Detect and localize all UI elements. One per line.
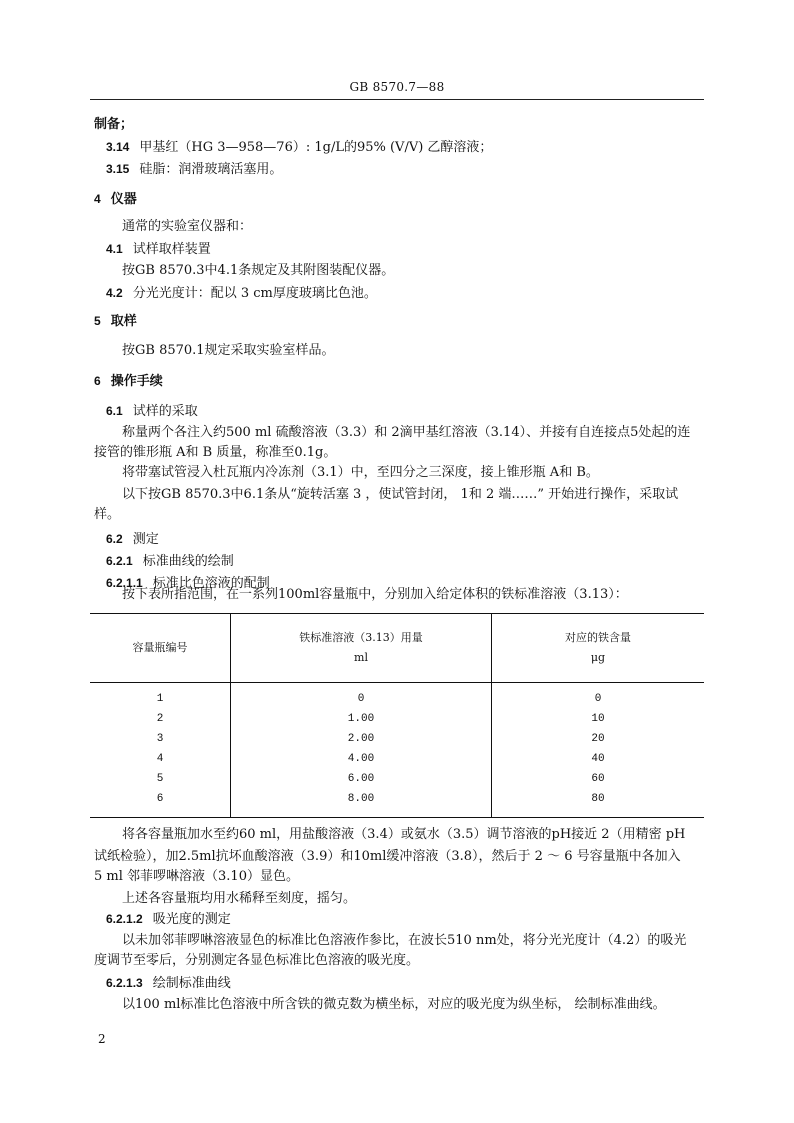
- item-text: 硅脂：润滑玻璃活塞用。: [139, 162, 283, 177]
- item-title: 吸光度的测定: [152, 912, 231, 927]
- column-header-flask-number: 容量瓶编号: [90, 614, 231, 683]
- paragraph-after-table-line-1: 将各容量瓶加水至约60 ml，用盐酸溶液（3.4）或氨水（3.5）调节溶液的pH接近 2（用精密 pH: [122, 827, 686, 842]
- paragraph-6-1-line-1: 称量两个各注入约500 ml 硫酸溶液（3.3）和 2滴甲基红溶液（3.14）、并接有自连接点5处起的连: [122, 425, 691, 440]
- item-title: 绘制标准曲线: [152, 976, 231, 991]
- section-title: 仪器: [110, 192, 137, 207]
- item-number: 3.14: [106, 140, 130, 154]
- header-rule: [90, 99, 704, 100]
- cell-iron-content: 60: [492, 769, 705, 789]
- table-row: [90, 769, 704, 789]
- table-row: [90, 749, 704, 769]
- section-5-text: 按GB 8570.1规定采取实验室样品。: [122, 343, 335, 358]
- paragraph-6-1-line-3: 将带塞试管浸入杜瓦瓶内冷冻剂（3.1）中，至四分之三深度，接上锥形瓶 A和 B。: [122, 465, 599, 480]
- cell-iron-content: 10: [492, 709, 705, 729]
- paragraph-6-1-line-5: 样。: [94, 507, 121, 522]
- section-number: 5: [94, 314, 101, 328]
- item-number: 6.2.1: [106, 554, 133, 568]
- item-4-1: [106, 240, 211, 259]
- cell-volume: 6.00: [231, 769, 492, 789]
- section-5-heading: [94, 312, 137, 331]
- cell-iron-content: 20: [492, 729, 705, 749]
- item-text: 分光光度计：配以 3 cm厚度玻璃比色池。: [132, 286, 377, 301]
- cell-flask-number: 1: [156, 693, 164, 705]
- item-6-2: [106, 530, 159, 549]
- item-4-1-text: 按GB 8570.3中4.1条规定及其附图装配仪器。: [122, 263, 395, 278]
- cell-volume: 4.00: [231, 749, 492, 769]
- item-title: 标准曲线的绘制: [142, 554, 234, 569]
- item-title: 试样的采取: [132, 404, 198, 419]
- paragraph-after-table-line-2: 试纸检验），加2.5ml抗坏血酸溶液（3.9）和10ml缓冲溶液（3.8），然后于 2 ～ 6 号容量瓶中各加入: [94, 849, 681, 864]
- section-6-heading: [94, 372, 163, 391]
- item-number: 6.2: [106, 532, 123, 546]
- item-number: 4.1: [106, 242, 123, 256]
- table-row: [90, 729, 704, 749]
- column-header-iron-content: 对应的铁含量 μg: [492, 614, 705, 683]
- section-title: 操作手续: [110, 374, 163, 389]
- paragraph-after-table-line-3: 5 ml 邻菲啰啉溶液（3.10）显色。: [94, 869, 299, 884]
- cell-volume: 2.00: [231, 729, 492, 749]
- cell-flask-number: 3: [156, 733, 164, 745]
- item-3-14: [106, 138, 492, 157]
- page-number: 2: [98, 1032, 106, 1046]
- item-number: 6.2.1.1: [106, 576, 143, 590]
- cell-iron-content: 80: [492, 789, 705, 818]
- cell-flask-number: 5: [156, 773, 164, 785]
- item-number: 4.2: [106, 286, 123, 300]
- item-number: 6.2.1.3: [106, 976, 143, 990]
- item-title: 试样取样装置: [132, 242, 211, 257]
- item-6-2-1-3: [106, 974, 231, 993]
- page-header: GB 8570.7—88: [349, 80, 445, 94]
- item-title: 标准比色溶液的配制: [152, 576, 270, 591]
- section-title: 取样: [110, 314, 137, 329]
- item-number: 6.2.1.2: [106, 912, 143, 926]
- table-row: [90, 709, 704, 729]
- item-6-2-1: [106, 552, 234, 571]
- cell-volume: 0: [231, 683, 492, 710]
- cell-flask-number: 4: [156, 753, 164, 765]
- paragraph-absorbance-line-1: 以未加邻菲啰啉溶液显色的标准比色溶液作参比，在波长510 nm处，将分光光度计（4.2）的吸光: [122, 933, 687, 948]
- cell-volume: 8.00: [231, 789, 492, 818]
- table-header-row: [90, 614, 704, 683]
- cell-iron-content: 0: [492, 683, 705, 710]
- paragraph-6-1-line-4: 以下按GB 8570.3中6.1条从“旋转活塞 3 ，使试管封闭， 1和 2 端……” 开始进行操作，采取试: [122, 487, 679, 502]
- item-number: 3.15: [106, 162, 130, 176]
- item-title: 测定: [132, 532, 159, 547]
- section-number: 6: [94, 374, 101, 388]
- paragraph-absorbance-line-2: 度调节至零后，分别测定各显色标准比色溶液的吸光度。: [94, 953, 420, 968]
- paragraph-after-table-line-4: 上述各容量瓶均用水稀释至刻度，摇匀。: [122, 891, 357, 906]
- table-intro: 按下表所指范围，在一系列100ml容量瓶中，分别加入给定体积的铁标准溶液（3.13）：: [122, 587, 628, 602]
- paragraph-curve: 以100 ml标准比色溶液中所含铁的微克数为横坐标，对应的吸光度为纵坐标， 绘制标准曲线。: [122, 997, 666, 1012]
- table-row: [90, 789, 704, 818]
- table-row: [90, 683, 704, 710]
- section-4-heading: [94, 190, 137, 209]
- item-number: 6.1: [106, 404, 123, 418]
- cell-flask-number: 6: [90, 789, 231, 818]
- paragraph-6-1-line-2: 接管的锥形瓶 A和 B 质量，称准至0.1g。: [94, 445, 337, 460]
- column-header-volume: 铁标准溶液（3.13）用量 ml: [231, 614, 492, 683]
- section-4-intro: 通常的实验室仪器和：: [122, 219, 253, 234]
- cell-flask-number: 2: [156, 713, 164, 725]
- item-6-1: [106, 402, 198, 421]
- cell-iron-content: 40: [492, 749, 705, 769]
- iron-standard-table: [90, 613, 704, 818]
- section-number: 4: [94, 192, 101, 206]
- cell-volume: 1.00: [231, 709, 492, 729]
- intro-tail: 制备；: [94, 117, 134, 132]
- item-3-15: [106, 160, 282, 179]
- item-text: 甲基红（HG 3—958—76）: 1g/L的95% (V/V) 乙醇溶液；: [139, 140, 493, 155]
- item-6-2-1-2: [106, 910, 231, 929]
- item-4-2: [106, 284, 377, 303]
